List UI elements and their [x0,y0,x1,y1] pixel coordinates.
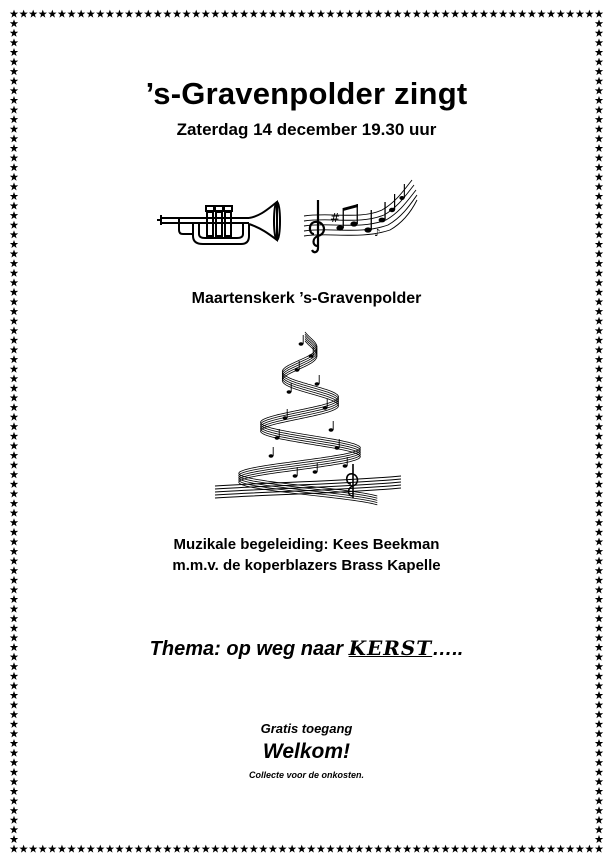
admission-text: Gratis toegang [260,721,353,736]
event-date-time: Zaterdag 14 december 19.30 uur [176,120,437,139]
trumpet-icon [153,198,283,250]
poster-title: ’s-Gravenpolder zingt [145,76,468,111]
music-christmas-tree-icon [205,326,405,508]
music-notes-icon [300,176,418,256]
accompaniment-line-1: Muzikale begeleiding: Kees Beekman [173,536,440,553]
theme-highlight: KERST [348,636,433,660]
venue: Maartenskerk ’s-Gravenpolder [191,290,422,307]
welcome-text: Welkom! [262,740,351,763]
theme-line [0,636,613,661]
svg-text:#: # [330,211,341,225]
collection-note: Collecte voor de onkosten. [248,770,365,780]
accompaniment-line-2: m.m.v. de koperblazers Brass Kapelle [172,557,441,574]
theme-prefix: Thema: op weg naar [149,638,349,660]
svg-text:♪: ♪ [374,228,381,239]
theme-suffix: ….. [432,638,464,660]
